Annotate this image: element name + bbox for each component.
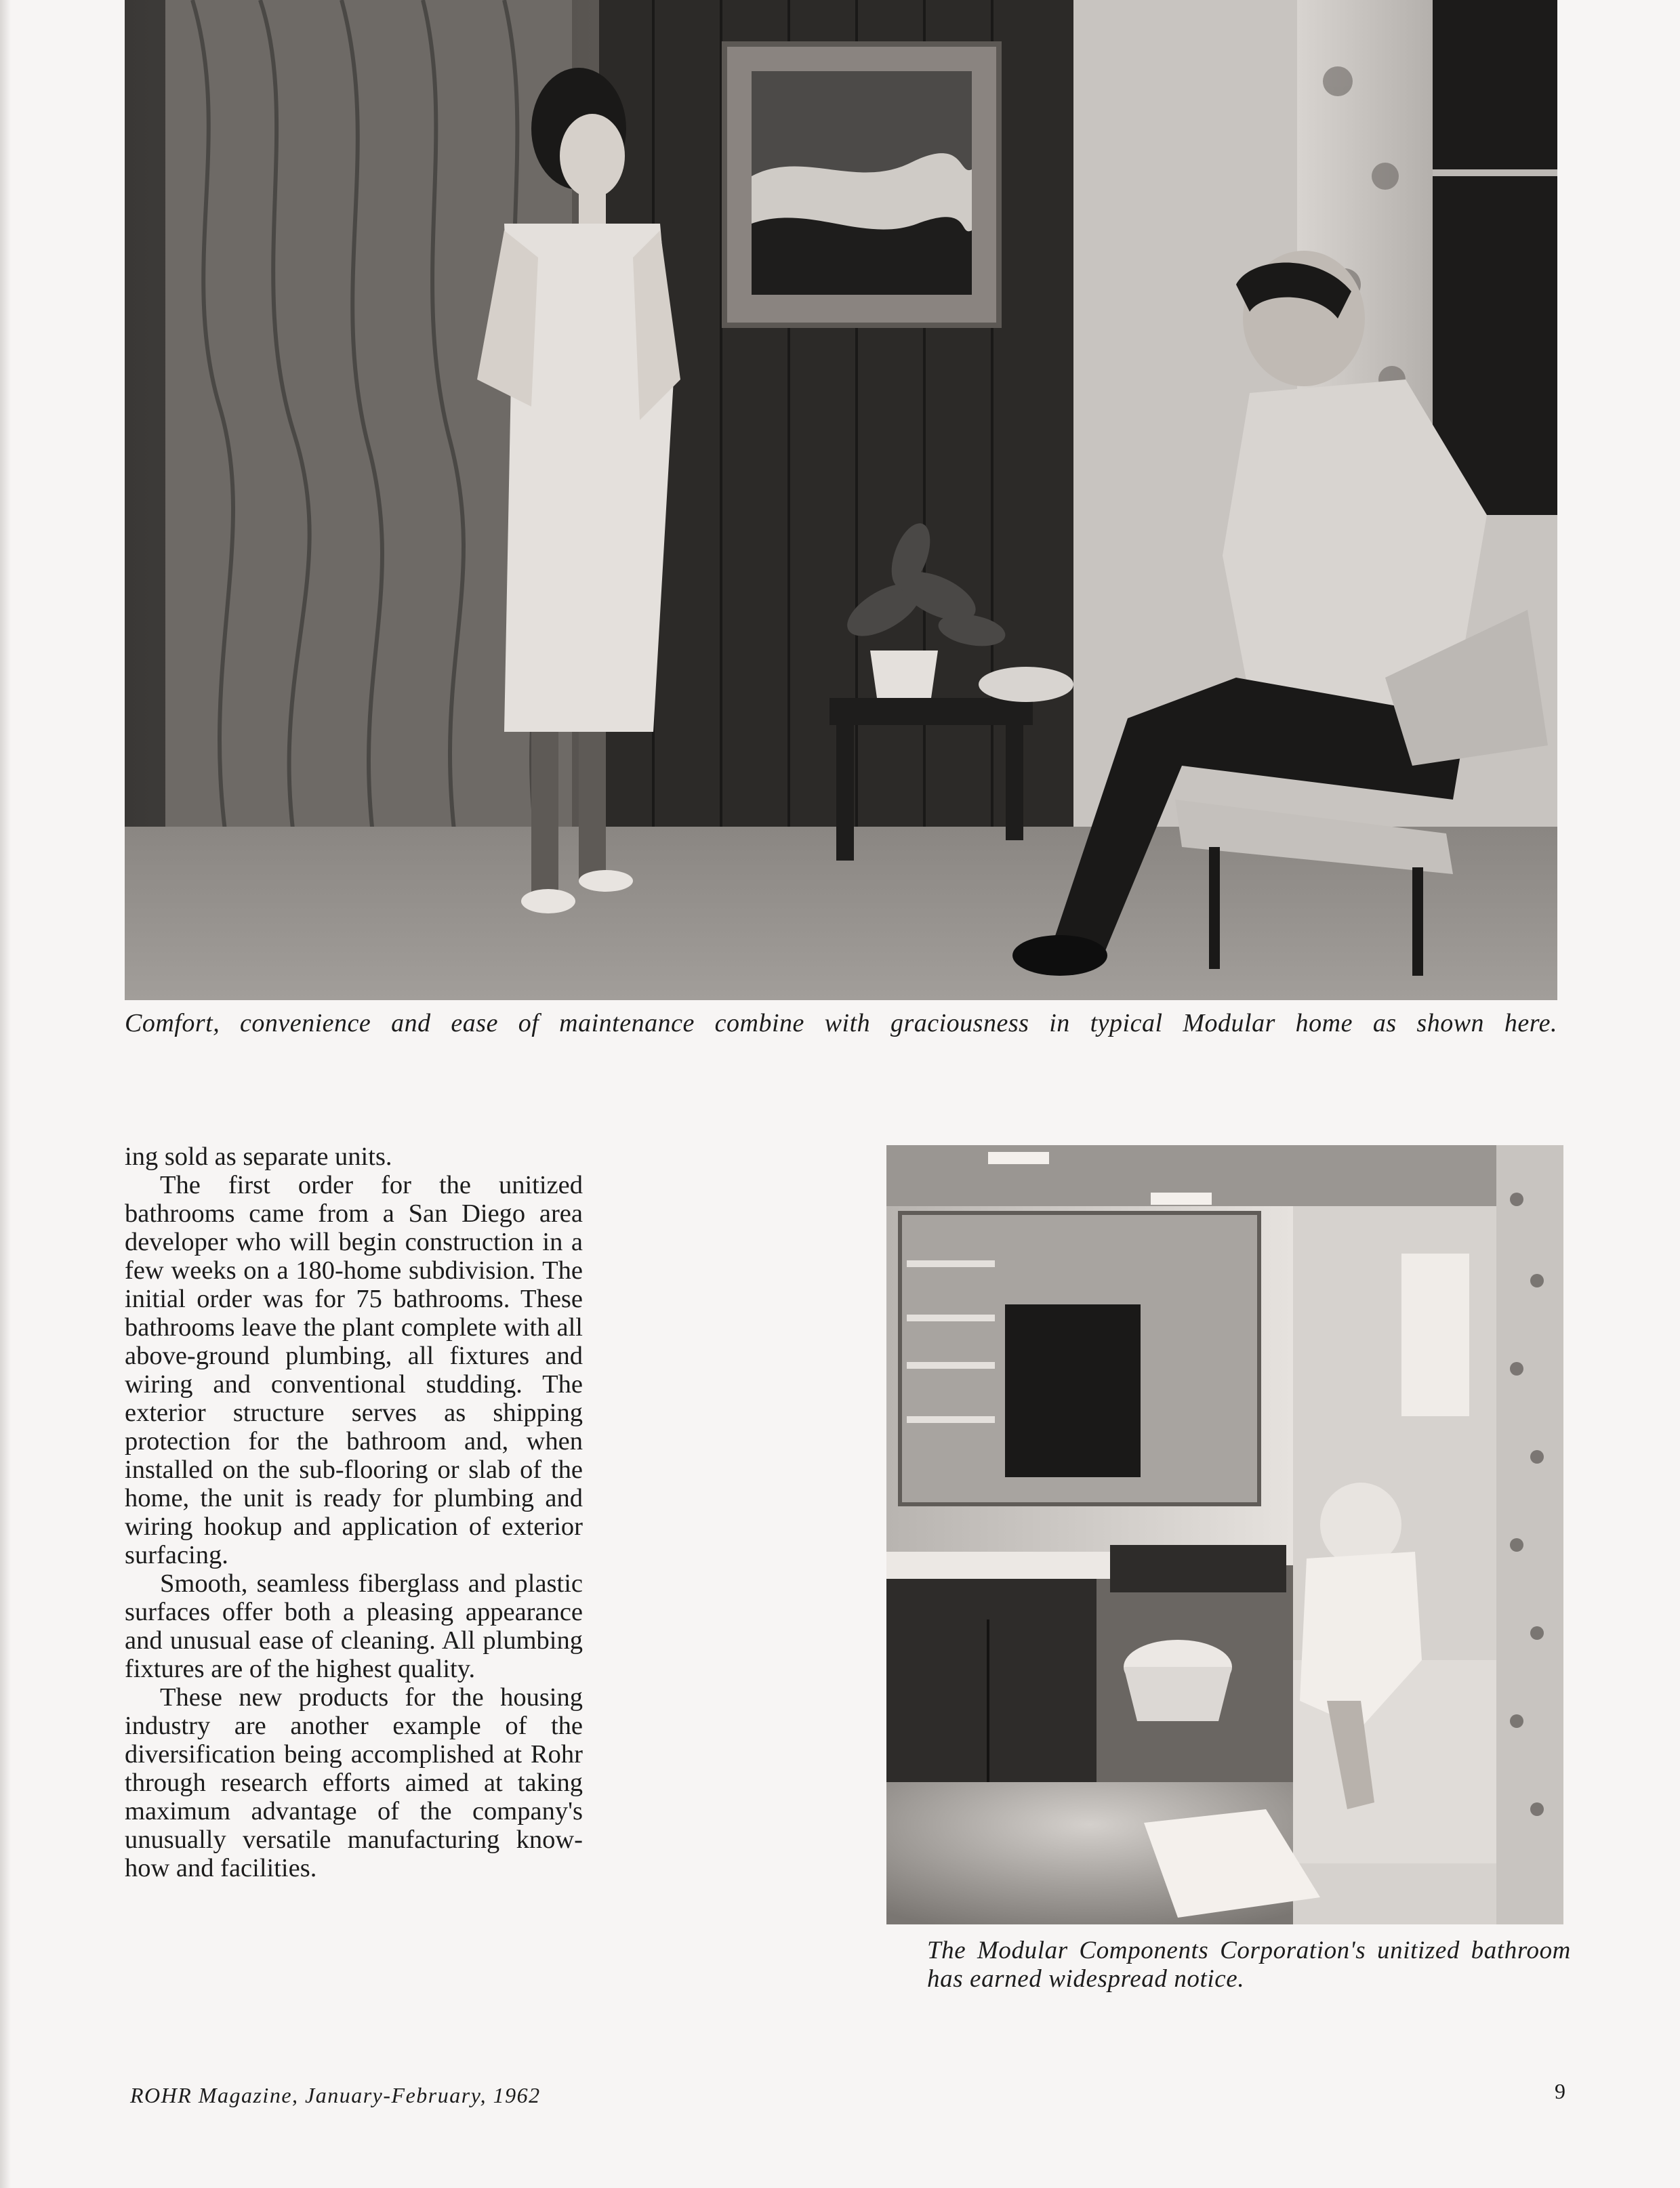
article-paragraph: These new products for the housing industry are another example of the diversification being accomplished at Rohr through research efforts aimed at taking maximum advantage of the company's unusually versatile manufacturing know-how and facilities. [125, 1683, 583, 1882]
article-body [125, 1142, 583, 1882]
living-room-photo [125, 0, 1557, 1000]
page-edge [0, 0, 11, 2188]
page-number: 9 [1555, 2079, 1565, 2103]
bathroom-photo [886, 1145, 1563, 1924]
article-paragraph: ing sold as separate units. [125, 1142, 392, 1171]
bottom-photo-caption: The Modular Components Corporation's unitized bathroom has earned widespread notice. [927, 1937, 1571, 1993]
article-paragraph: The first order for the unitized bathrooms came from a San Diego area developer who will begin construction in a few weeks on a 180-home subdivision. The initial order was for 75 bathrooms. These bathrooms leave the plant complete with all above-ground plumbing, all fixtures and wiring and conventional studding. The exterior structure serves as shipping protection for the bathroom and, when installed on the sub-flooring or slab of the home, the unit is ready for plumbing and wiring hookup and application of exterior surfacing. [125, 1171, 583, 1569]
publication-footer: ROHR Magazine, January-February, 1962 [130, 2083, 541, 2107]
article-paragraph: Smooth, seamless fiberglass and plastic surfaces offer both a pleasing appearance and unusual ease of cleaning. All plumbing fixtures are of the highest quality. [125, 1569, 583, 1683]
top-photo-caption: Comfort, convenience and ease of maintenance combine with graciousness in typical Modular home as shown here. [125, 1009, 1557, 1037]
